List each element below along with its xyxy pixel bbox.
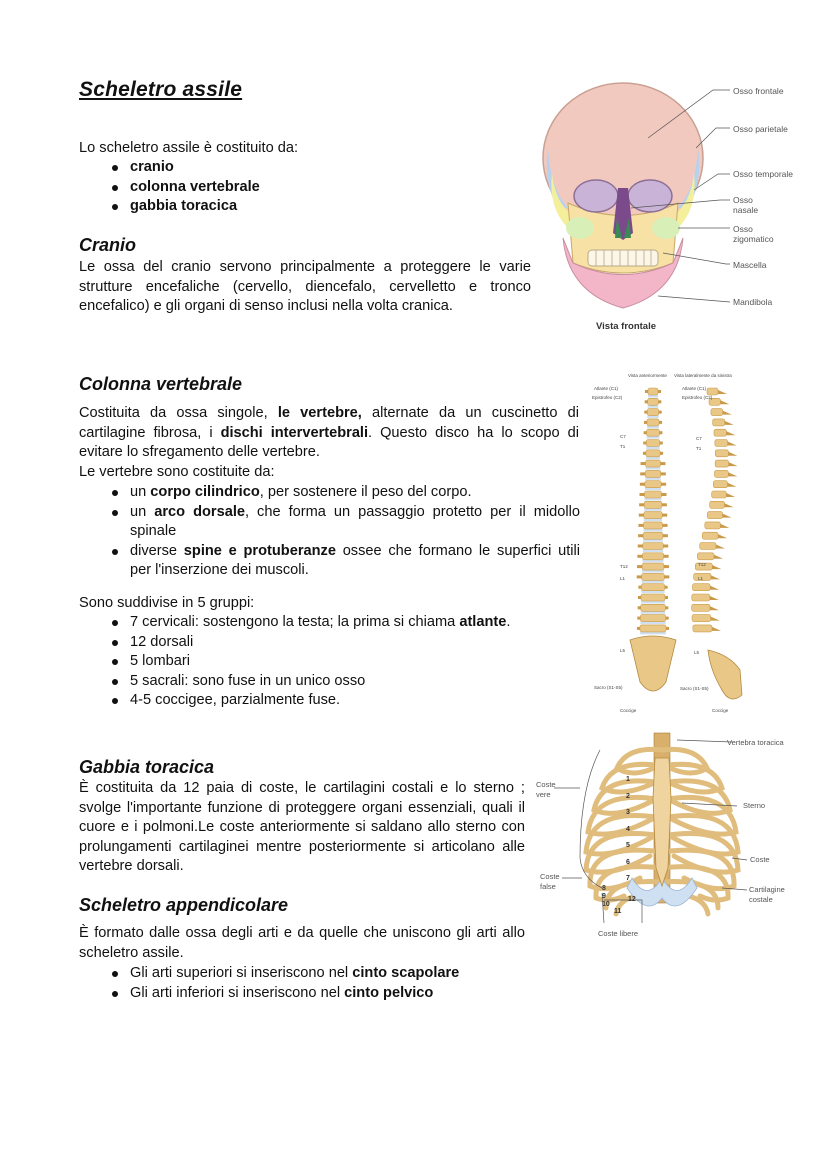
vertebra [697,553,714,560]
spinous-process [723,411,732,415]
label-mascella: Mascella [733,260,767,270]
vertebra [647,419,659,426]
spinous-process [727,483,736,487]
vertebra [642,573,665,580]
spinous-process [725,503,734,507]
vertebra [640,615,665,622]
skull-figure [538,78,828,340]
label-coste-vere: Coste vere [536,780,556,799]
vertebra [715,450,728,457]
groups-list [108,613,580,711]
section-heading-appendicolare: Scheletro appendicolare [79,895,289,915]
intervertebral-disc [643,539,663,542]
rib-number: 1 [626,776,630,783]
spinous-process [711,617,720,621]
appendicolare-text: È formato dalle ossa degli arti e da quelle che uniscono gli arti allo scheletro assile. [79,925,525,961]
vertebra [643,532,663,539]
vertebra [644,501,662,508]
vertebra [648,398,659,405]
vertebra [711,409,723,416]
rib-number: 5 [626,842,630,849]
ribcage-illustration [532,728,792,946]
vertebra [692,615,711,622]
vertebra [642,553,663,560]
vertebra [705,522,721,529]
list-item: 5 sacrali: sono fuse in un unico osso [108,672,580,692]
vertebra [646,450,660,457]
vertebra [645,491,662,498]
groups-intro: Sono suddivise in 5 gruppi: [79,595,255,611]
vertebra [645,470,661,477]
vertebra [715,460,728,467]
spine-label-left: T1 [620,444,626,449]
label-cartilagine-costale: Cartilagine costale [749,885,785,904]
spine-label-right: C7 [696,436,702,441]
section-heading-colonna: Colonna vertebrale [79,374,243,394]
spine-label-left: Sacro (S1-S5) [594,685,623,690]
vertebra [713,481,727,488]
list-item: un corpo cilindrico, per sostenere il peso del corpo. [108,483,580,503]
vertebra [645,481,661,488]
spinous-process [729,462,738,466]
vertebra [643,543,664,550]
intervertebral-disc [644,519,662,522]
vertebra [693,625,712,632]
label-mandibola: Mandibola [733,297,773,307]
vertebra [692,594,710,601]
spinous-process [710,586,719,590]
spine-label-right: Atlante (C1) [682,386,707,391]
label-coste: Coste [750,855,770,864]
spine-lateral-view [692,388,738,632]
colonna-paragraph: Costituita da ossa singole, le vertebre, alternate da un cuscinetto di cartilagine fibrosa, i dischi intervertebrali. Questo disco ha lo scopo di evitare lo sfregamento delle vertebre. [79,405,579,461]
list-item: Gli arti superiori si inseriscono nel cinto scapolare [108,964,548,984]
rib-number: 10 [602,901,610,908]
rib-number: 8 [602,885,606,892]
rib-numbers-false [602,885,610,909]
vertebra [644,512,662,519]
vertebra [692,604,710,611]
vertebra [641,604,666,611]
spine-label-right: T1 [696,446,702,451]
rib-number: 4 [626,825,630,833]
intervertebral-disc [642,570,664,573]
spine-label-right: L5 [694,650,700,655]
cranio-text: Le ossa del cranio servono principalmente a proteggere le varie strutture encefaliche (cervello, diencefalo, cervelletto e tronco encefalico) e gli organi di senso inclusi nella volta cranica. [79,259,531,315]
intervertebral-disc [648,405,659,408]
vertebra [712,491,727,498]
vertebra [641,584,664,591]
rib-number: 9 [602,893,606,900]
vertebra [643,522,662,529]
intervertebral-disc [642,560,663,563]
section-heading-gabbia: Gabbia toracica [79,757,215,777]
label-osso-zigomatico: Osso zigomatico [733,224,774,244]
intervertebral-disc [646,457,660,460]
label-coste-libere: Coste libere [598,929,639,938]
intervertebral-disc [646,447,660,450]
intervertebral-disc [643,529,662,532]
spinous-process [723,514,732,518]
spine-label-right: L1 [698,576,704,581]
page-title: Scheletro assile [79,78,243,101]
spinous-process [728,442,737,446]
intervertebral-disc [643,550,664,553]
intervertebral-disc [645,498,662,501]
list-item: Gli arti inferiori si inseriscono nel cinto pelvico [108,984,548,1004]
spinous-process [712,565,721,569]
spine-anterior-view [637,388,670,634]
spine-header-right: Vista lateralmente da sinistra [674,373,732,378]
list-item: 7 cervicali: sostengono la testa; la prima si chiama atlante. [108,613,580,633]
vertebra [713,419,725,426]
vertebra [692,584,710,591]
spine-label-right: T12 [698,562,706,567]
vertebra [646,440,660,447]
intervertebral-disc [644,508,662,511]
spinous-process [720,400,729,404]
spinous-process [720,524,729,528]
spinous-process [710,606,719,610]
spine-figure [590,370,770,720]
spine-label-left: C7 [620,434,626,439]
intervertebral-disc [645,488,661,491]
vertebra [707,388,718,395]
gabbia-text: È costituita da 12 paia di coste, le cartilagini costali e lo sterno ; svolge l'importante funzione di proteggere organi essenziali, quali il cuore e i polmoni.Le coste anteriormente si saldano allo sterno con prolungamenti cartilaginei mentre posteriormente si articolano alle vertebre dorsali. [79,780,525,875]
rib-number: 12 [628,896,636,903]
spine-illustration [590,370,770,720]
intervertebral-disc [641,601,665,604]
intervertebral-disc [645,477,661,480]
label-osso-parietale: Osso parietale [733,124,788,134]
list-item: 12 dorsali [108,633,580,653]
vertebra [647,409,658,416]
spinous-process [726,431,735,435]
intervertebral-disc [640,632,666,635]
spinous-process [728,472,737,476]
section-heading-cranio: Cranio [79,235,137,255]
label-osso-frontale: Osso frontale [733,86,784,96]
vertebra [714,429,726,436]
list-item: diverse spine e protuberanze ossee che formano le superfici utili per l'inserzione dei muscoli. [108,542,580,581]
spine-label-left: T12 [620,564,628,569]
intervertebral-disc [641,611,666,614]
vertebra [641,594,665,601]
spinous-process [716,545,725,549]
vertebra [715,470,729,477]
list-item: 4-5 coccigee, parzialmente fuse. [108,691,580,711]
vertebra [700,543,716,550]
list-item: cranio [108,158,408,178]
spine-label-right: Coccige [712,708,729,713]
intervertebral-disc [646,467,661,470]
spinous-process [714,555,723,559]
vertebra [702,532,718,539]
spine-label-left: L1 [620,576,626,581]
vertebra [707,512,722,519]
label-sterno: Sterno [743,801,766,810]
list-item: 5 lombari [108,652,580,672]
list-item: gabbia toracica [108,197,408,217]
rib-number: 6 [626,858,630,866]
spinous-process [710,596,719,600]
label-coste-false: Coste false [540,872,560,891]
vertebre-parts-list [108,483,580,581]
skull-caption: Vista frontale [596,321,657,332]
rib-number: 11 [614,908,622,915]
intervertebral-disc [647,426,659,429]
spinous-process [725,421,734,425]
intervertebral-disc [642,580,665,583]
label-osso-nasale: Osso nasale [733,195,759,215]
label-vertebra-toracica: Vertebra toracica [727,738,784,747]
vertebra [648,388,658,395]
spine-header-left: Vista anteriormente [628,373,667,378]
intro-list [108,158,408,217]
spine-label-left: Epistrofeo (C2) [592,395,623,400]
vertebra [646,460,661,467]
appendicolare-list [108,964,548,1003]
vertebra [710,501,725,508]
spinous-process [712,627,721,631]
intervertebral-disc [640,622,665,625]
label-osso-temporale: Osso temporale [733,169,793,179]
vertebre-intro: Le vertebre sono costituite da: [79,464,275,480]
intervertebral-disc [647,416,658,419]
spinous-process [728,452,737,456]
intervertebral-disc [647,436,660,439]
spine-label-right: Sacro (S1-S5) [680,686,709,691]
rib-number: 3 [626,809,630,816]
rib-number: 7 [626,875,630,882]
vertebra [647,429,660,436]
spine-label-left: Atlante (C1) [594,386,619,391]
vertebra [715,440,728,447]
vertebra [640,625,666,632]
intro-text: Lo scheletro assile è costituito da: [79,140,299,156]
vertebra [642,563,664,570]
ribcage-figure [532,728,792,946]
rib-number: 2 [626,792,630,800]
spine-label-left: L5 [620,648,626,653]
spinous-process [711,575,720,579]
skull-illustration [538,78,828,340]
rib-numbers [626,772,630,888]
spinous-process [718,390,727,394]
spinous-process [726,493,735,497]
spinous-process [718,534,727,538]
spine-label-left: Coccige [620,708,637,713]
spine-label-right: Epistrofeo (C2) [682,395,713,400]
intervertebral-disc [648,395,658,398]
intervertebral-disc [641,591,664,594]
list-item: un arco dorsale, che forma un passaggio protetto per il midollo spinale [108,503,580,542]
list-item: colonna vertebrale [108,178,408,198]
